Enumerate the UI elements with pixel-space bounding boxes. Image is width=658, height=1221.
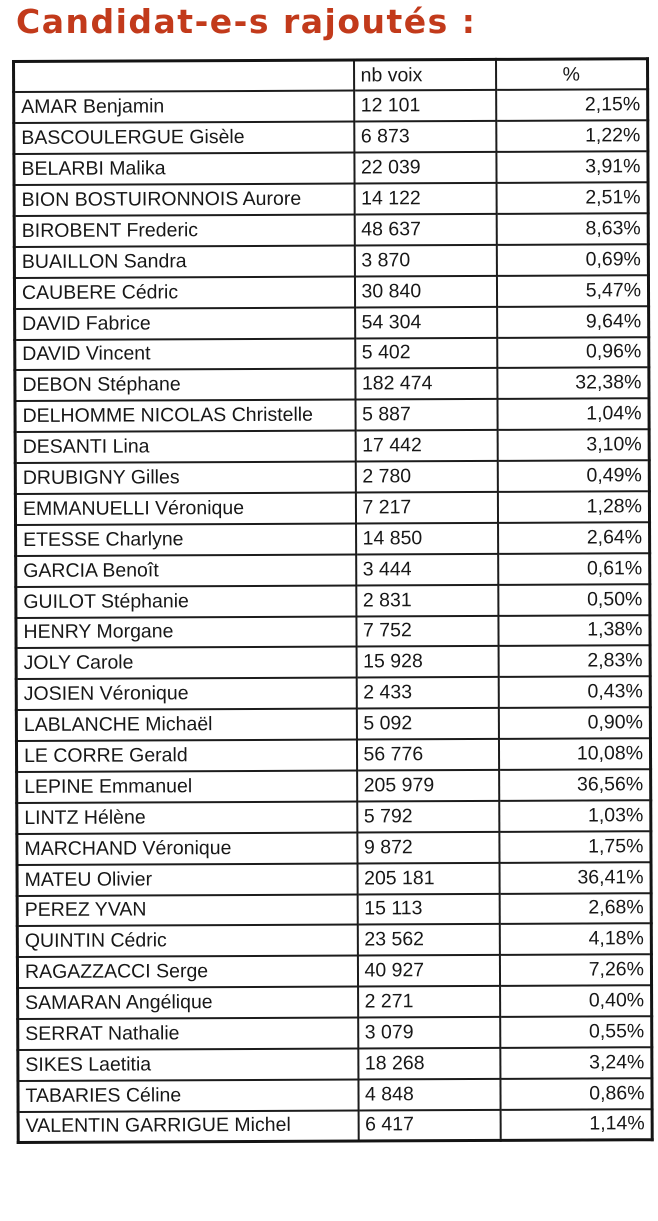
table-row: [14, 244, 648, 278]
table-row: [17, 893, 651, 927]
cell-pct: 0,49%: [497, 460, 649, 492]
cell-votes: 56 776: [356, 739, 498, 771]
cell-votes: 6 417: [358, 1110, 500, 1142]
cell-pct: 0,61%: [498, 553, 650, 585]
cell-name: LABLANCHE Michaël: [16, 709, 356, 741]
table-row: [15, 429, 649, 463]
cell-votes: 12 101: [354, 90, 496, 122]
table-row: [18, 1109, 652, 1143]
header-candidate-name: [14, 60, 354, 92]
table-row: [18, 1016, 652, 1050]
cell-pct: 1,04%: [497, 399, 649, 431]
cell-votes: 7 752: [356, 615, 498, 647]
table-row: [18, 1047, 652, 1081]
table-row: [16, 553, 650, 587]
cell-votes: 23 562: [357, 924, 499, 956]
cell-pct: 0,86%: [500, 1078, 652, 1110]
table-row: [14, 151, 648, 185]
cell-pct: 7,26%: [499, 955, 651, 987]
page-title: Candidat-e-s rajoutés :: [16, 2, 477, 41]
table-header-row: [14, 59, 648, 93]
cell-name: DESANTI Lina: [15, 431, 355, 463]
cell-votes: 5 887: [355, 399, 497, 431]
cell-pct: 0,96%: [497, 337, 649, 369]
cell-pct: 5,47%: [496, 275, 648, 307]
table-row: [14, 90, 648, 124]
cell-name: AMAR Benjamin: [14, 91, 354, 123]
cell-pct: 3,91%: [496, 151, 648, 183]
cell-pct: 4,18%: [499, 924, 651, 956]
cell-pct: 0,50%: [498, 584, 650, 616]
table-row: [18, 1078, 652, 1112]
cell-votes: 54 304: [355, 307, 497, 339]
table-row: [17, 924, 651, 958]
cell-name: DAVID Vincent: [15, 338, 355, 370]
cell-name: LINTZ Hélène: [17, 801, 357, 833]
cell-pct: 2,51%: [496, 182, 648, 214]
cell-pct: 1,22%: [496, 121, 648, 153]
cell-votes: 22 039: [354, 152, 496, 184]
cell-name: DELHOMME NICOLAS Christelle: [15, 400, 355, 432]
cell-pct: 0,69%: [496, 244, 648, 276]
cell-pct: 0,43%: [498, 677, 650, 709]
table-row: [16, 646, 650, 680]
cell-pct: 2,68%: [499, 893, 651, 925]
table-row: [14, 182, 648, 216]
cell-name: CAUBERE Cédric: [14, 276, 354, 308]
cell-name: BASCOULERGUE Gisèle: [14, 122, 354, 154]
cell-pct: 8,63%: [496, 213, 648, 245]
table-row: [16, 615, 650, 649]
cell-name: JOSIEN Véronique: [16, 678, 356, 710]
cell-votes: 7 217: [355, 492, 497, 524]
table-row: [17, 800, 651, 834]
cell-name: BELARBI Malika: [14, 153, 354, 185]
cell-pct: 1,28%: [497, 491, 649, 523]
cell-votes: 5 092: [356, 708, 498, 740]
cell-pct: 1,75%: [499, 831, 651, 863]
cell-pct: 1,38%: [498, 615, 650, 647]
cell-pct: 36,41%: [499, 862, 651, 894]
cell-votes: 15 113: [357, 893, 499, 925]
table-row: [17, 862, 651, 896]
cell-votes: 4 848: [358, 1079, 500, 1111]
table-row: [18, 985, 652, 1019]
table-body: [14, 90, 653, 1143]
cell-name: HENRY Morgane: [16, 616, 356, 648]
cell-name: DEBON Stéphane: [15, 369, 355, 401]
table-row: [16, 522, 650, 556]
cell-votes: 3 079: [358, 1017, 500, 1049]
cell-name: LEPINE Emmanuel: [17, 770, 357, 802]
table-row: [17, 831, 651, 865]
cell-votes: 182 474: [355, 368, 497, 400]
cell-votes: 14 850: [356, 523, 498, 555]
cell-pct: 1,03%: [499, 800, 651, 832]
table-row: [17, 769, 651, 803]
table-row: [16, 677, 650, 711]
cell-name: SAMARAN Angélique: [18, 987, 358, 1019]
cell-name: MARCHAND Véronique: [17, 832, 357, 864]
cell-name: LE CORRE Gerald: [16, 740, 356, 772]
cell-votes: 40 927: [357, 955, 499, 987]
cell-votes: 30 840: [354, 276, 496, 308]
cell-name: EMMANUELLI Véronique: [15, 492, 355, 524]
cell-votes: 14 122: [354, 183, 496, 215]
table-row: [16, 707, 650, 741]
cell-pct: 0,40%: [500, 985, 652, 1017]
table-row: [14, 213, 648, 247]
cell-name: BUAILLON Sandra: [14, 245, 354, 277]
cell-votes: 9 872: [357, 832, 499, 864]
cell-pct: 3,10%: [497, 429, 649, 461]
cell-pct: 10,08%: [498, 738, 650, 770]
table-row: [16, 738, 650, 772]
cell-name: TABARIES Céline: [18, 1079, 358, 1111]
cell-votes: 5 792: [357, 801, 499, 833]
cell-pct: 3,24%: [500, 1047, 652, 1079]
cell-name: VALENTIN GARRIGUE Michel: [18, 1110, 358, 1142]
cell-votes: 2 780: [355, 461, 497, 493]
cell-name: SIKES Laetitia: [18, 1049, 358, 1081]
table-row: [15, 337, 649, 371]
header-nb-voix: nb voix: [354, 59, 496, 91]
cell-name: ETESSE Charlyne: [16, 523, 356, 555]
cell-name: SERRAT Nathalie: [18, 1018, 358, 1050]
table-row: [15, 491, 649, 525]
cell-pct: 36,56%: [499, 769, 651, 801]
cell-pct: 1,14%: [500, 1109, 652, 1141]
cell-votes: 2 433: [356, 677, 498, 709]
cell-name: JOLY Carole: [16, 647, 356, 679]
table-row: [16, 584, 650, 618]
cell-name: BIROBENT Frederic: [14, 214, 354, 246]
cell-votes: 205 181: [357, 863, 499, 895]
cell-votes: 17 442: [355, 430, 497, 462]
cell-name: DRUBIGNY Gilles: [15, 462, 355, 494]
cell-pct: 2,15%: [496, 90, 648, 122]
cell-votes: 18 268: [358, 1048, 500, 1080]
table-row: [15, 399, 649, 433]
cell-name: RAGAZZACCI Serge: [17, 956, 357, 988]
cell-votes: 6 873: [354, 121, 496, 153]
cell-name: BION BOSTUIRONNOIS Aurore: [14, 184, 354, 216]
candidates-results-table: [12, 57, 654, 1144]
table-row: [15, 306, 649, 340]
table-row: [17, 955, 651, 989]
cell-votes: 15 928: [356, 646, 498, 678]
header-percent: %: [496, 59, 648, 91]
cell-votes: 5 402: [355, 337, 497, 369]
cell-votes: 3 870: [354, 245, 496, 277]
table-row: [15, 460, 649, 494]
cell-pct: 0,90%: [498, 707, 650, 739]
table-row: [14, 275, 648, 309]
cell-pct: 32,38%: [497, 368, 649, 400]
cell-name: PEREZ YVAN: [17, 894, 357, 926]
cell-pct: 9,64%: [497, 306, 649, 338]
table-row: [14, 121, 648, 155]
table-row: [15, 368, 649, 402]
cell-pct: 0,55%: [500, 1016, 652, 1048]
cell-votes: 3 444: [356, 554, 498, 586]
cell-votes: 2 831: [356, 585, 498, 617]
cell-pct: 2,64%: [498, 522, 650, 554]
cell-votes: 205 979: [357, 770, 499, 802]
cell-name: GARCIA Benoît: [16, 554, 356, 586]
cell-name: MATEU Olivier: [17, 863, 357, 895]
cell-name: QUINTIN Cédric: [17, 925, 357, 957]
cell-votes: 2 271: [358, 986, 500, 1018]
cell-votes: 48 637: [354, 214, 496, 246]
cell-name: DAVID Fabrice: [15, 307, 355, 339]
cell-pct: 2,83%: [498, 646, 650, 678]
cell-name: GUILOT Stéphanie: [16, 585, 356, 617]
